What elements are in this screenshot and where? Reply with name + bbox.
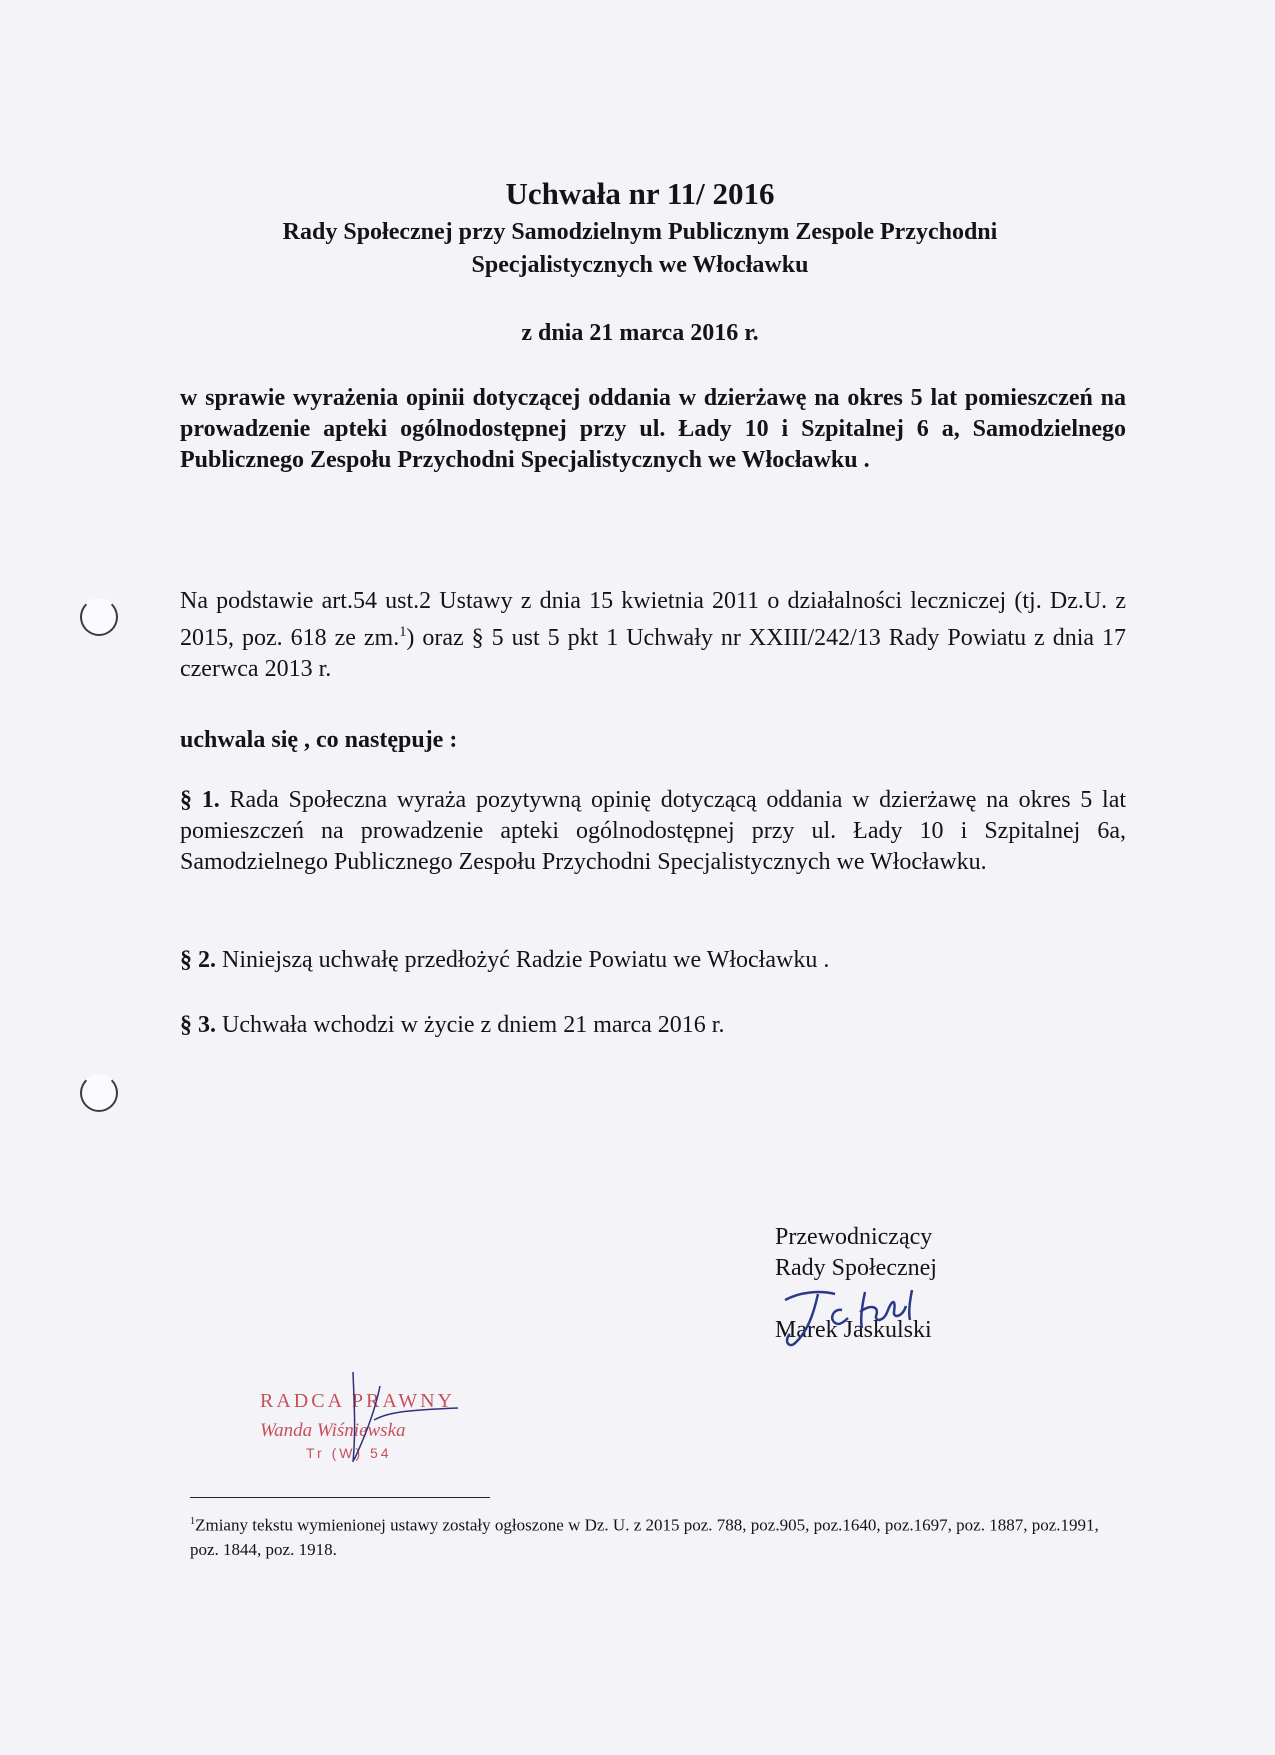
handwritten-signature [780, 1282, 950, 1357]
legal-counsel-stamp [258, 1370, 478, 1495]
section-3-number: § 3. [180, 1012, 216, 1038]
footnote [190, 1510, 1125, 1562]
stamp-line-2: Wanda Wiśniewska [260, 1420, 406, 1441]
section-1 [180, 785, 1126, 878]
resolution-date: z dnia 21 marca 2016 r. [521, 320, 759, 346]
section-2 [180, 945, 1126, 976]
legal-basis [180, 586, 1126, 685]
stamp-line-3: Tr (W) 54 [306, 1445, 392, 1461]
legal-basis-text-1: Na podstawie art.54 ust.2 Ustawy z dnia 15 kwietnia 2011 o działalności leczniczej (tj. Dz.U. z 2015, poz. 618 ze zm. [180, 588, 1126, 651]
legal-basis-text-2: ) oraz § 5 ust 5 pkt 1 Uchwały nr XXIII/242/13 Rady Powiatu z dnia 17 czerwca 2013 r. [180, 625, 1126, 682]
footnote-marker: 1 [190, 1516, 196, 1527]
stamp-image [258, 1370, 478, 1490]
signatory-role-1: Przewodniczący [775, 1224, 933, 1250]
punch-hole-bottom [80, 1074, 118, 1112]
punch-hole-top [80, 598, 118, 636]
resolution-subject: w sprawie wyrażenia opinii dotyczącej oddania w dzierżawę na okres 5 lat pomieszczeń na prowadzenie apteki ogólnodostępnej przy ul. Łady 10 i Szpitalnej 6 a, Samodzielnego Publicznego Zespołu Przychodni Specjalistycznych we Włocławku . [180, 385, 1126, 473]
resolution-subtitle [160, 216, 1120, 282]
footnote-text: Zmiany tekstu wymienionej ustawy zostały ogłoszone w Dz. U. z 2015 poz. 788, poz.905, poz.1640, poz.1697, poz. 1887, poz.1991, poz. 1844, poz. 1918. [190, 1515, 1099, 1559]
footnote-ref: 1 [399, 624, 407, 640]
decides-heading: uchwala się , co następuje : [180, 727, 458, 753]
subtitle-line-1: Rady Społecznej przy Samodzielnym Publicznym Zespole Przychodni [282, 219, 998, 245]
subtitle-line-2: Specjalistycznych we Włocławku [471, 252, 809, 278]
resolution-title: Uchwała nr 11/ 2016 [505, 176, 775, 211]
section-3-text: Uchwała wchodzi w życie z dniem 21 marca 2016 r. [222, 1012, 725, 1038]
section-2-number: § 2. [180, 947, 216, 973]
section-2-text: Niniejszą uchwałę przedłożyć Radzie Powiatu we Włocławku . [222, 947, 830, 973]
stamp-line-1: RADCA PRAWNY [260, 1390, 455, 1412]
section-1-number: § 1. [180, 787, 220, 813]
signatory-role-2: Rady Społecznej [775, 1255, 937, 1281]
section-1-text: Rada Społeczna wyraża pozytywną opinię dotyczącą oddania w dzierżawę na okres 5 lat pomieszczeń na prowadzenie apteki ogólnodostępnej przy ul. Łady 10 i Szpitalnej 6a, Samodzielnego Publicznego Zespołu Przychodni Specjalistycznych we Włocławku. [180, 787, 1127, 875]
signatory-name: Marek Jaskulski [775, 1317, 932, 1343]
footnote-separator [190, 1497, 490, 1498]
section-3 [180, 1010, 1126, 1041]
